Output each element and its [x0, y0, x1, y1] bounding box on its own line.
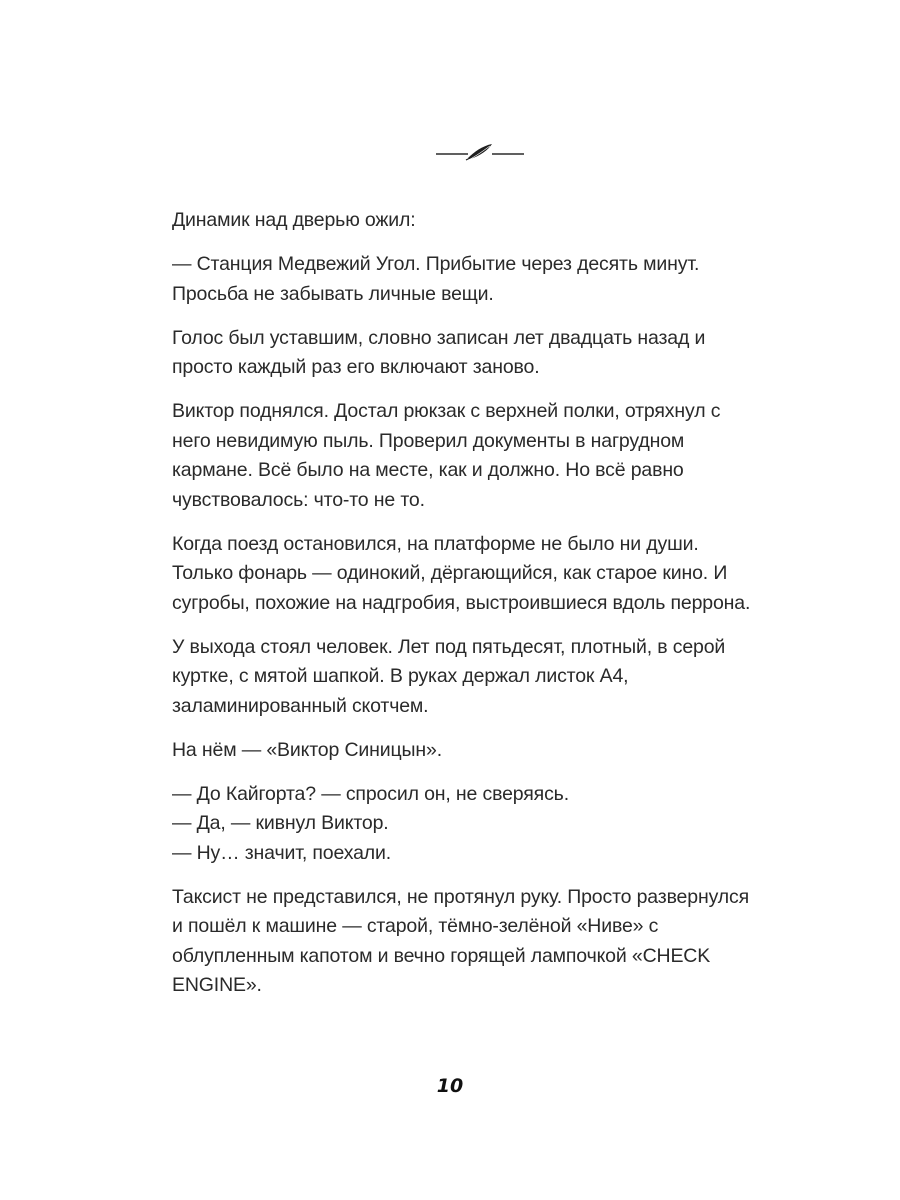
- ornament-divider: [425, 118, 535, 188]
- paragraph-5: Когда поезд остановился, на платформе не было ни души. Только фонарь — одинокий, дёргающийся, как старое кино. И сугробы, похожие на надгробия, выстроившиеся вдоль перрона.: [172, 532, 751, 614]
- final-paragraph: Таксист не представился, не протянул руку. Просто развернулся и пошёл к машине — старой, тёмно-зелёной «Ниве» с облупленным капотом и вечно горящей лампочкой «CHECK ENGINE».: [172, 885, 749, 996]
- paragraph-6: У выхода стоял человек. Лет под пятьдесят, плотный, в серой куртке, с мятой шапкой. В руках держал листок А4, заламинированный скотчем.: [172, 635, 726, 717]
- body-text: [172, 206, 812, 1015]
- paragraph-1: Динамик над дверью ожил:: [172, 209, 416, 231]
- feather-divider-icon: [430, 138, 530, 168]
- dialogue-line: — Ну… значит, поехали.: [172, 841, 392, 864]
- dialogue-line: — До Кайгорта? — спросил он, не сверяясь.: [172, 782, 569, 805]
- paragraph-7: На нём — «Виктор Синицын».: [172, 738, 442, 761]
- paragraph-2: — Станция Медвежий Угол. Прибытие через десять минут. Просьба не забывать личные вещи.: [172, 253, 700, 305]
- dialogue-block: [172, 780, 812, 869]
- paragraph-4: Виктор поднялся. Достал рюкзак с верхней полки, отряхнул с него невидимую пыль. Проверил документы в нагрудном кармане. Всё было на месте, как и должно. Но всё равно чувствовалось: что-то не то.: [172, 400, 721, 511]
- dialogue-line: — Да, — кивнул Виктор.: [172, 812, 389, 834]
- paragraph-3: Голос был уставшим, словно записан лет двадцать назад и просто каждый раз его включают заново.: [172, 326, 706, 378]
- page-number: 10: [436, 1075, 464, 1097]
